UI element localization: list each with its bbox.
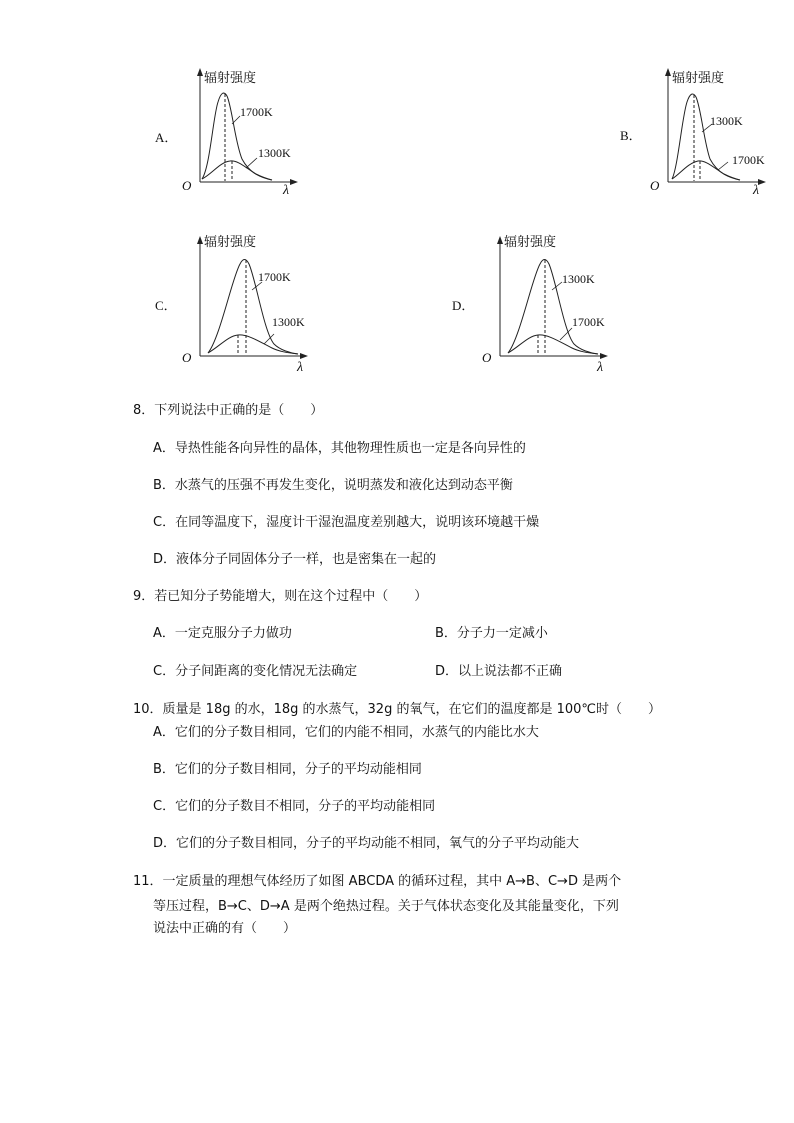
q8-option-c: C．在同等温度下，湿度计干湿泡温度差别越大，说明该环境越干燥 [153, 515, 540, 530]
label-top: 1700K [240, 105, 273, 119]
origin-label: O [182, 350, 192, 365]
q10-option-b: B．它们的分子数目相同，分子的平均动能相同 [153, 762, 422, 777]
option-d-letter: D． [452, 298, 475, 313]
q8-option-b: B．水蒸气的压强不再发生变化，说明蒸发和液化达到动态平衡 [153, 478, 513, 493]
option-a-letter: A． [155, 130, 178, 145]
q9-stem: 9．若已知分子势能增大，则在这个过程中（ ） [133, 589, 428, 604]
label-top: 1700K [258, 270, 291, 284]
q10-option-d: D．它们的分子数目相同，分子的平均动能不相同，氧气的分子平均动能大 [153, 836, 580, 851]
q8-option-d: D．液体分子同固体分子一样，也是密集在一起的 [153, 552, 437, 567]
q9-option-a: A．一定克服分子力做功 [153, 626, 292, 641]
origin-label: O [482, 350, 492, 365]
ylabel: 辐射强度 [204, 71, 257, 86]
label-bottom: 1700K [572, 315, 605, 329]
xlabel: λ [283, 183, 290, 198]
diagram-d [480, 228, 620, 378]
diagram-a [180, 62, 310, 202]
q9-option-c: C．分子间距离的变化情况无法确定 [153, 664, 358, 679]
xlabel: λ [297, 360, 304, 375]
q9-option-d: D．以上说法都不正确 [435, 664, 563, 679]
label-bottom: 1300K [258, 146, 291, 160]
curve-bottom [672, 161, 740, 180]
label-top: 1300K [562, 272, 595, 286]
label-bottom: 1300K [272, 315, 305, 329]
origin-label: O [650, 178, 660, 193]
label-bottom: 1700K [732, 153, 765, 167]
ylabel: 辐射强度 [504, 235, 557, 250]
option-c-letter: C． [155, 298, 177, 313]
xlabel: λ [753, 183, 760, 198]
q8-stem: 8．下列说法中正确的是（ ） [133, 403, 324, 418]
ylabel: 辐射强度 [204, 235, 257, 250]
q10-stem: 10．质量是 18g 的水，18g 的水蒸气，32g 的氧气，在它们的温度都是 100℃时（ ） [133, 702, 661, 717]
label-top: 1300K [710, 114, 743, 128]
q11-line-1: 11．一定质量的理想气体经历了如图 ABCDA 的循环过程，其中 A→B、C→D 是两个 [133, 874, 622, 889]
diagram-c [180, 228, 320, 378]
diagram-b [648, 62, 778, 202]
origin-label: O [182, 178, 192, 193]
q10-option-c: C．它们的分子数目不相同，分子的平均动能相同 [153, 799, 436, 814]
q8-option-a: A．导热性能各向异性的晶体，其他物理性质也一定是各向异性的 [153, 441, 526, 456]
q11-line-3: 说法中正确的有（ ） [153, 921, 297, 936]
xlabel: λ [597, 360, 604, 375]
option-b-letter: B． [620, 128, 642, 143]
ylabel: 辐射强度 [672, 71, 725, 86]
curve-top [672, 94, 740, 180]
q11-line-2: 等压过程，B→C、D→A 是两个绝热过程。关于气体状态变化及其能量变化，下列 [153, 899, 619, 914]
q10-option-a: A．它们的分子数目相同，它们的内能不相同，水蒸气的内能比水大 [153, 725, 539, 740]
q9-option-b: B．分子力一定减小 [435, 626, 548, 641]
